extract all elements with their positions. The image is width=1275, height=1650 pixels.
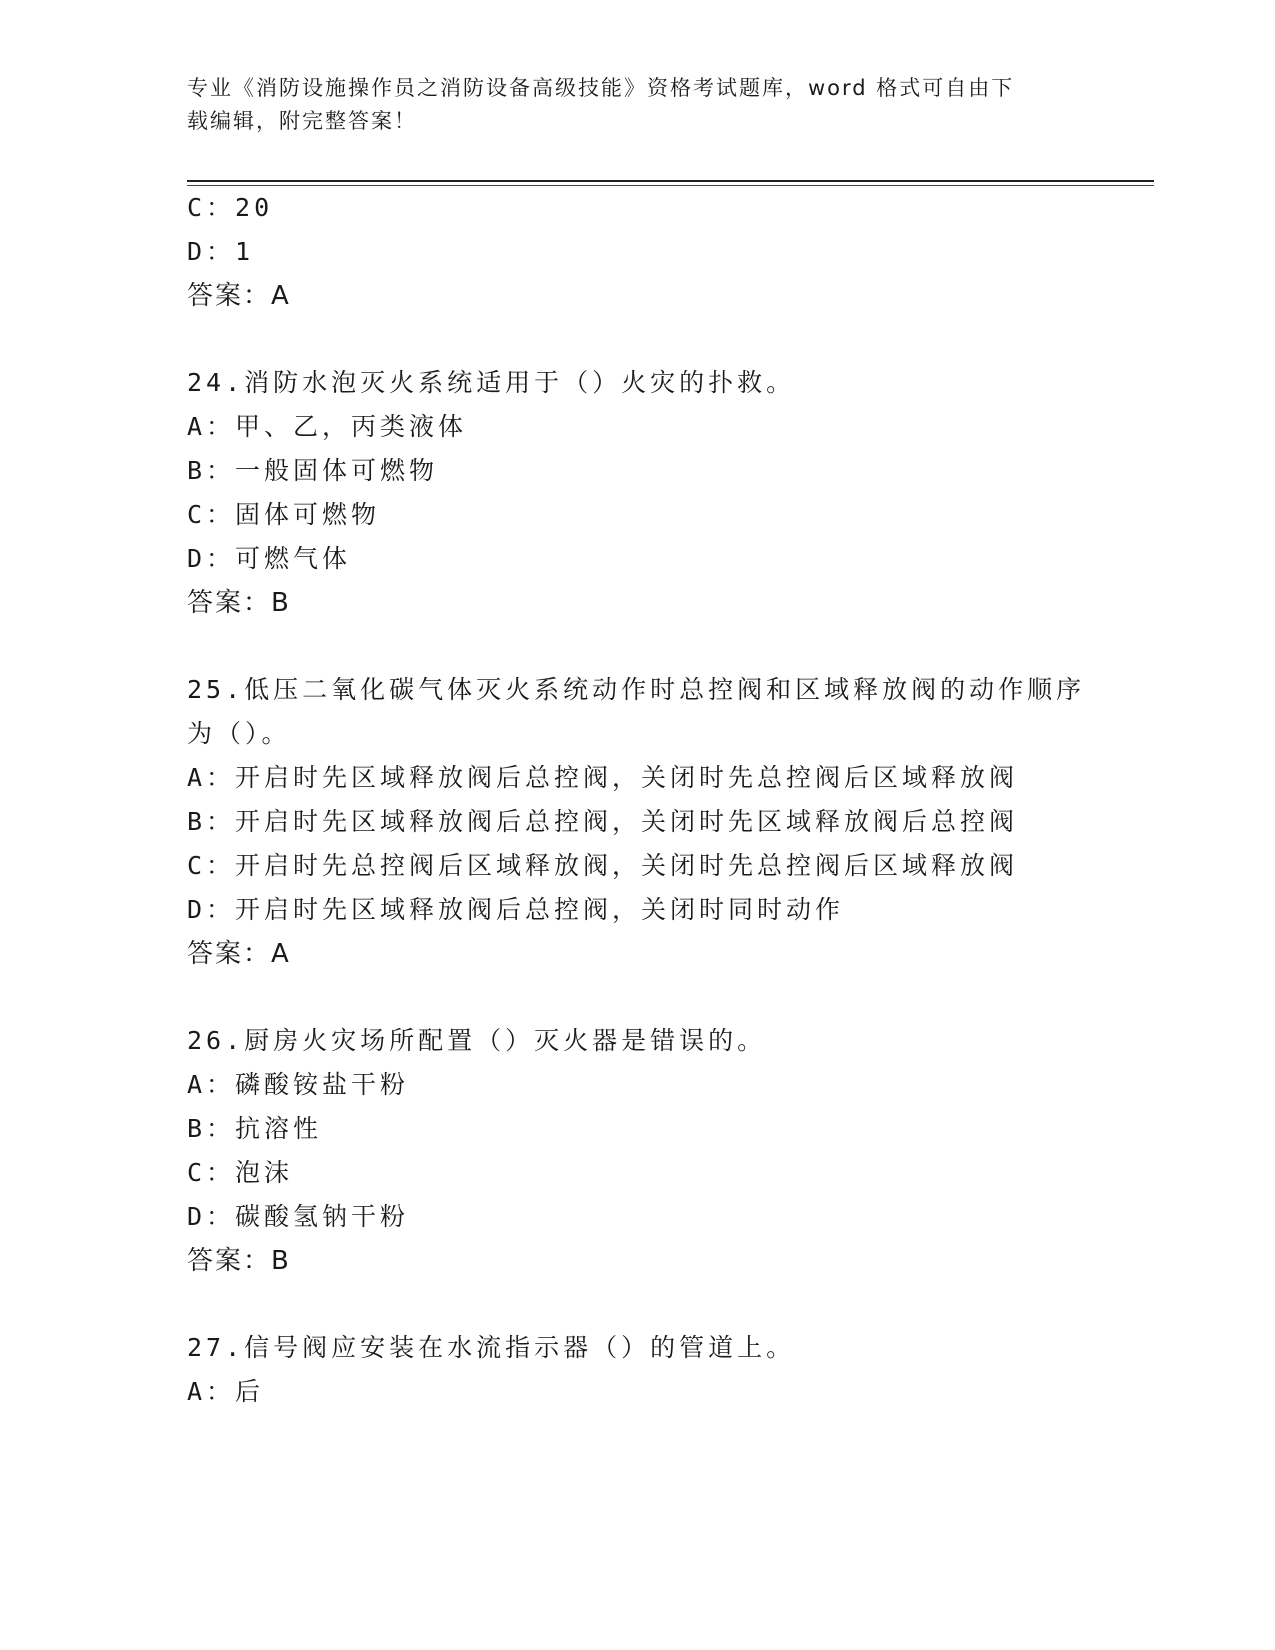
question-27-stem: 27.信号阀应安装在水流指示器（）的管道上。 [187, 1333, 796, 1362]
question-25-stem-line-1: 25.低压二氧化碳气体灭火系统动作时总控阀和区域释放阀的动作顺序 [187, 675, 1086, 704]
question-27-option-a: A：后 [187, 1377, 265, 1406]
question-26-option-d: D：碳酸氢钠干粉 [187, 1202, 410, 1231]
option-c: C：20 [187, 193, 274, 222]
question-24-option-b: B：一般固体可燃物 [187, 456, 439, 485]
answer: 答案：A [187, 281, 291, 311]
header-line-2: 载编辑，附完整答案！ [187, 109, 417, 133]
question-24-option-d: D：可燃气体 [187, 544, 352, 573]
question-25-option-c: C：开启时先总控阀后区域释放阀，关闭时先总控阀后区域释放阀 [187, 851, 1019, 880]
question-26-option-c: C：泡沫 [187, 1158, 294, 1187]
question-24-option-c: C：固体可燃物 [187, 500, 381, 529]
header-divider-thin [187, 185, 1154, 186]
document-header [187, 72, 1067, 138]
question-26-option-b: B：抗溶性 [187, 1114, 323, 1143]
question-26-answer: 答案：B [187, 1246, 291, 1276]
question-25-stem-line-2: 为（）。 [187, 719, 291, 748]
question-24-answer: 答案：B [187, 588, 291, 618]
header-line-1: 专业《消防设施操作员之消防设备高级技能》资格考试题库，word 格式可自由下 [187, 76, 1015, 100]
question-25-answer: 答案：A [187, 939, 291, 969]
question-25-option-a: A：开启时先区域释放阀后总控阀，关闭时先总控阀后区域释放阀 [187, 763, 1019, 792]
question-25-option-d: D：开启时先区域释放阀后总控阀，关闭时同时动作 [187, 895, 845, 924]
header-divider-thick [187, 180, 1154, 182]
question-26-stem: 26.厨房火灾场所配置（）灭火器是错误的。 [187, 1026, 767, 1055]
question-24-option-a: A：甲、乙，丙类液体 [187, 412, 468, 441]
question-25-option-b: B：开启时先区域释放阀后总控阀，关闭时先区域释放阀后总控阀 [187, 807, 1019, 836]
question-26-option-a: A：磷酸铵盐干粉 [187, 1070, 410, 1099]
option-d: D：1 [187, 237, 255, 266]
question-24-stem: 24.消防水泡灭火系统适用于（）火灾的扑救。 [187, 368, 796, 397]
